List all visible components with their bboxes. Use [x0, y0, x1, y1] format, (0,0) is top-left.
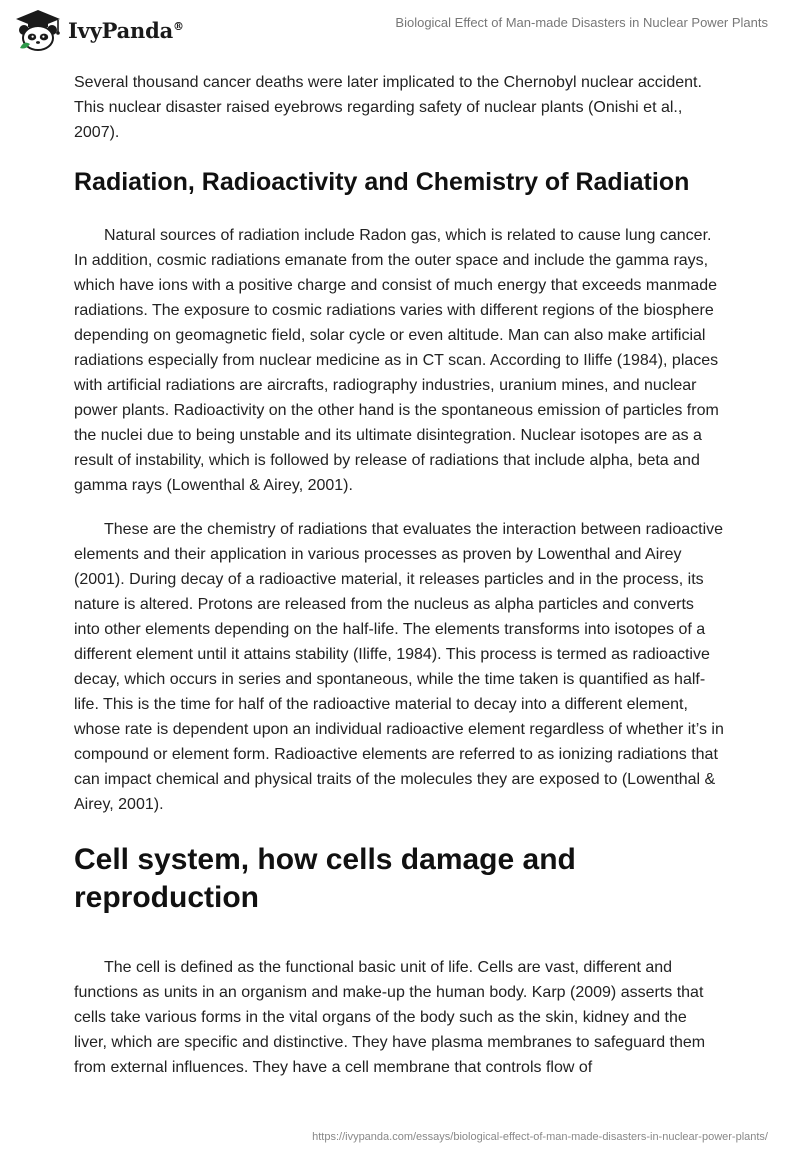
essay-content	[74, 70, 724, 1099]
brand-name: IvyPanda®	[68, 17, 184, 43]
intro-paragraph: Several thousand cancer deaths were later implicated to the Chernobyl nuclear accident. This nuclear disaster raised eyebrows regarding safety of nuclear plants (Onishi et al., 2007).	[74, 74, 702, 141]
section-heading-radiation: Radiation, Radioactivity and Chemistry of Radiation	[74, 168, 690, 196]
section-heading-cell-system: Cell system, how cells damage and reproduction	[74, 843, 576, 914]
paragraph-radiation-sources: Natural sources of radiation include Radon gas, which is related to cause lung cancer. In addition, cosmic radiations emanate from the outer space and include the gamma rays, which have ions with a positive charge and consist of much energy that exceeds manmade radiations. The exposure to cosmic radiations varies with different regions of the biosphere depending on geomagnetic field, solar cycle or even altitude. Man can also make artificial radiations especially from nuclear medicine as in CT scan. According to Iliffe (1984), places with artificial radiations are aircrafts, radiography industries, uranium mines, and nuclear power plants. Radioactivity on the other hand is the spontaneous emission of particles from the nuclei due to being unstable and its ultimate disintegration. Nuclear isotopes are as a result of instability, which is followed by release of radiations that include alpha, beta and gamma rays (Lowenthal & Airey, 2001).	[74, 227, 719, 494]
brand-logo[interactable]	[14, 8, 184, 52]
source-url[interactable]: https://ivypanda.com/essays/biological-effect-of-man-made-disasters-in-nuclear-power-plants/	[312, 1131, 768, 1143]
page-header	[0, 0, 800, 64]
panda-graduation-cap-icon	[14, 8, 62, 52]
paragraph-cell-definition: The cell is defined as the functional basic unit of life. Cells are vast, different and functions as units in an organism and make-up the human body. Karp (2009) asserts that cells take various forms in the vital organs of the body such as the skin, kidney and the liver, which are specific and distinctive. They have plasma membranes to safeguard them from external influences. They have a cell membrane that controls flow of	[74, 959, 706, 1076]
document-title: Biological Effect of Man-made Disasters in Nuclear Power Plants	[395, 15, 768, 30]
paragraph-radiation-chemistry: These are the chemistry of radiations that evaluates the interaction between radioactive elements and their application in various processes as proven by Lowenthal and Airey (2001). During decay of a radioactive material, it releases particles and in the process, its nature is altered. Protons are released from the nucleus as alpha particles and converts into other elements depending on the half-life. The elements transforms into isotopes of a different element until it attains stability (Iliffe, 1984). This process is termed as radioactive decay, which occurs in series and spontaneous, while the time taken is quantified as half-life. This is the time for half of the radioactive material to decay into a different element, whose rate is dependent upon an individual radioactive element regardless of whether it’s in compound or element form. Radioactive elements are referred to as ionizing radiations that can impact chemical and physical traits of the molecules they are exposed to (Lowenthal & Airey, 2001).	[74, 521, 724, 813]
